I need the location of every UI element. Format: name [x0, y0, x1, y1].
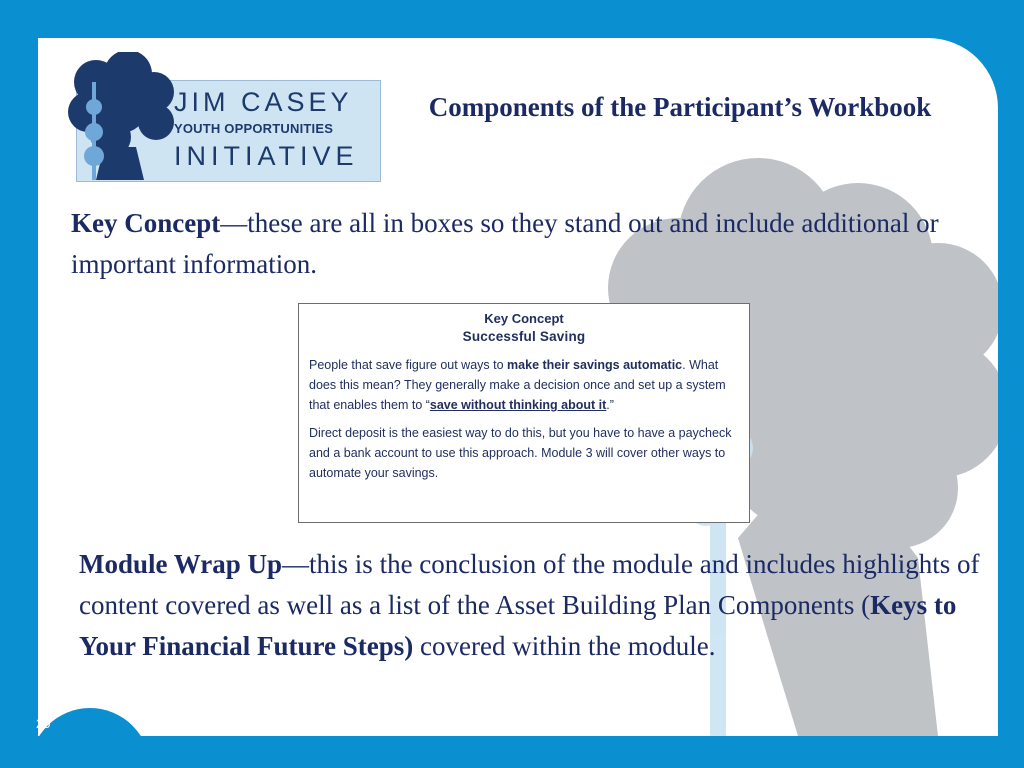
logo-line-2: YOUTH OPPORTUNITIES [174, 121, 334, 136]
box-heading: Key Concept [484, 311, 564, 326]
wrap-up-term: Module Wrap Up [79, 549, 283, 579]
box-p1-text-a: People that save figure out ways to [309, 358, 508, 372]
jim-casey-logo [66, 52, 380, 182]
logo-line-1: JIM CASEY [174, 87, 353, 117]
key-concept-term: Key Concept [71, 208, 221, 238]
box-p1-text-b: . What does this mean? They generally make a decision once and set up a system that enables them to “ [309, 358, 726, 412]
key-concept-example-box [298, 303, 750, 523]
wrap-up-text-2: covered within the module. [413, 631, 716, 661]
slide-number: 20 [36, 716, 51, 731]
slide-title: Components of the Participant’s Workbook [428, 92, 932, 122]
box-p1-bold: make their savings automatic [507, 358, 683, 372]
box-p1-underlined: save without thinking about it [429, 398, 607, 412]
box-paragraph-1 [309, 355, 739, 415]
tree-icon [66, 52, 176, 182]
wrap-up-bold: Keys to Your Financial Future Steps) [79, 590, 957, 661]
logo-wordmark [174, 86, 374, 172]
key-concept-description [71, 203, 1001, 285]
box-paragraph-2: Direct deposit is the easiest way to do this, but you have to have a paycheck and a bank account to use this approach. Module 3 will cover other ways to automate your savings. [309, 426, 732, 480]
box-subheading: Successful Saving [462, 329, 586, 344]
box-p1-text-c: .” [606, 398, 614, 412]
logo-line-3: INITIATIVE [174, 141, 359, 171]
wrap-up-text-1: —this is the conclusion of the module and includes highlights of content covered as well as a list of the Asset Building Plan Components ( [79, 549, 980, 620]
key-concept-text: —these are all in boxes so they stand out and include additional or important information. [71, 208, 939, 279]
module-wrap-up-description [79, 544, 1009, 667]
